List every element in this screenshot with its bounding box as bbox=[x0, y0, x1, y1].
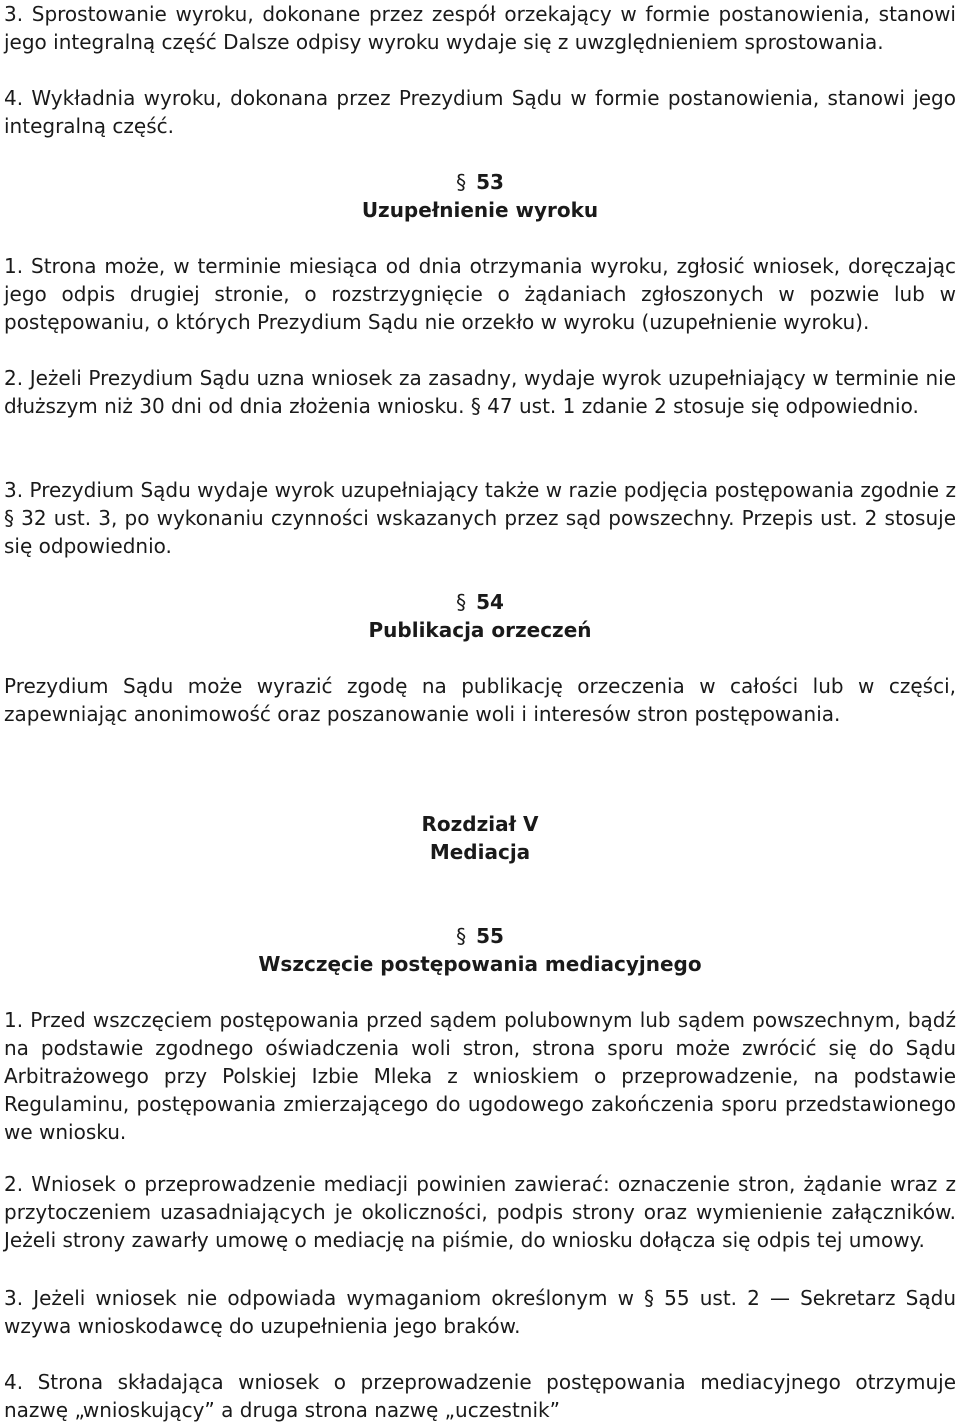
paragraph-sprostowanie: 3. Sprostowanie wyroku, dokonane przez zespół orzekający w formie postanowienia, stanowi jego integralną część Dalsze odpisy wyroku wydaje się z uwzględnieniem sprostowania. bbox=[4, 2, 956, 54]
section-53-number: § 53 bbox=[456, 170, 504, 194]
section-55-paragraph-2: 2. Wniosek o przeprowadzenie mediacji powinien zawierać: oznaczenie stron, żądanie wraz z przytoczeniem uzasadniających je okoliczności, podpis strony oraz wymienienie załączników. Jeżeli strony zawarły umowę o mediację na piśmie, do wniosku dołącza się odpis tej umowy. bbox=[4, 1172, 956, 1252]
section-54-number: § 54 bbox=[456, 590, 504, 614]
section-55-paragraph-1: 1. Przed wszczęciem postępowania przed sądem polubownym lub sądem powszechnym, bądź na podstawie zgodnego oświadczenia woli stron, strona sporu może zwrócić się do Sądu Arbitrażowego przy Polskiej Izbie Mleka z wnioskiem o przeprowadzenie, na podstawie Regulaminu, postępowania zmierzającego do ugodowego zakończenia sporu przedstawionego we wniosku. bbox=[4, 1008, 956, 1144]
section-mark-icon: § bbox=[456, 170, 467, 194]
section-53-title: Uzupełnienie wyroku bbox=[361, 198, 599, 222]
section-54-title: Publikacja orzeczeń bbox=[368, 618, 592, 642]
chapter-title: Mediacja bbox=[429, 840, 531, 864]
section-mark-icon: § bbox=[456, 924, 467, 948]
section-53-paragraph-3: 3. Prezydium Sądu wydaje wyrok uzupełniający także w razie podjęcia postępowania zgodnie z § 32 ust. 3, po wykonaniu czynności wskazanych przez sąd powszechny. Przepis ust. 2 stosuje się odpowiednio. bbox=[4, 478, 956, 558]
section-53-paragraph-2: 2. Jeżeli Prezydium Sądu uzna wniosek za zasadny, wydaje wyrok uzupełniający w terminie nie dłuższym niż 30 dni od dnia złożenia wniosku. § 47 ust. 1 zdanie 2 stosuje się odpowiednio. bbox=[4, 366, 956, 418]
chapter-label: Rozdział V bbox=[421, 812, 539, 836]
paragraph-wykladnia: 4. Wykładnia wyroku, dokonana przez Prezydium Sądu w formie postanowienia, stanowi jego integralną część. bbox=[4, 86, 956, 138]
section-53-paragraph-1: 1. Strona może, w terminie miesiąca od dnia otrzymania wyroku, zgłosić wniosek, doręczając jego odpis drugiej stronie, o rozstrzygnięcie o żądaniach zgłoszonych w pozwie lub w postępowaniu, o których Prezydium Sądu nie orzekło w wyroku (uzupełnienie wyroku). bbox=[4, 254, 956, 334]
section-55-paragraph-4: 4. Strona składająca wniosek o przeprowadzenie postępowania mediacyjnego otrzymuje nazwę „wnioskujący” a druga strona nazwę „uczestnik” bbox=[4, 1370, 956, 1422]
section-54-paragraph-1: Prezydium Sądu może wyrazić zgodę na publikację orzeczenia w całości lub w części, zapewniając anonimowość oraz poszanowanie woli i interesów stron postępowania. bbox=[4, 674, 956, 726]
section-mark-icon: § bbox=[456, 590, 467, 614]
section-55-title: Wszczęcie postępowania mediacyjnego bbox=[258, 952, 702, 976]
section-55-paragraph-3: 3. Jeżeli wniosek nie odpowiada wymaganiom określonym w § 55 ust. 2 — Sekretarz Sądu wzywa wnioskodawcę do uzupełnienia jego braków. bbox=[4, 1286, 956, 1338]
section-55-number: § 55 bbox=[456, 924, 504, 948]
